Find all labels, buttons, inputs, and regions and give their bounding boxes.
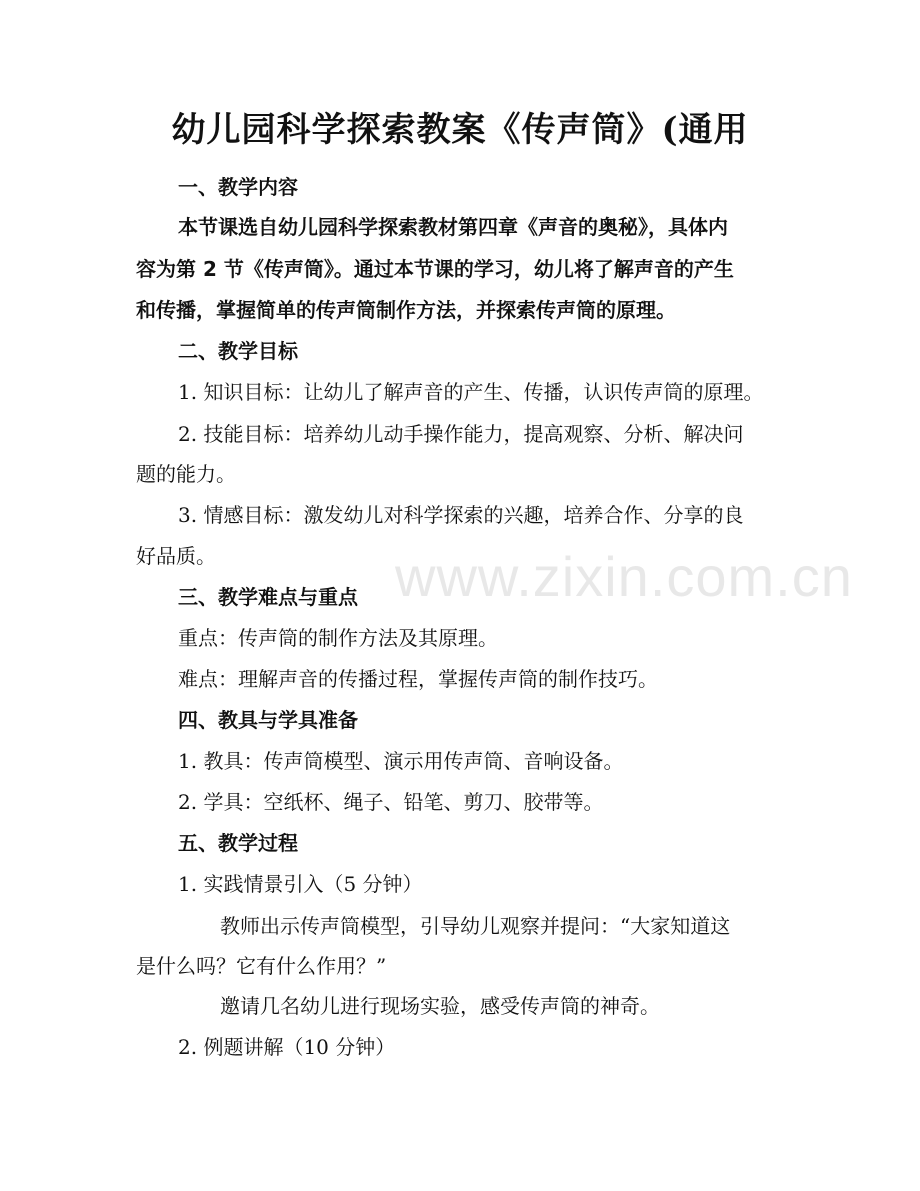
- watermark: www.zixin.com.cn: [395, 545, 853, 608]
- process-step: 1. 实践情景引入（5 分钟）: [178, 872, 423, 896]
- document-title: 幼儿园科学探索教案《传声筒》(通用: [171, 110, 749, 150]
- difficult-point: 难点：理解声音的传播过程，掌握传声筒的制作技巧。: [178, 667, 658, 691]
- section-heading-focus: 三、教学难点与重点: [178, 585, 358, 609]
- section-heading-process: 五、教学过程: [178, 831, 298, 855]
- paragraph-line: 教师出示传声筒模型，引导幼儿观察并提问：“大家知道这: [220, 914, 731, 938]
- section-heading-goals: 二、教学目标: [178, 339, 298, 363]
- paragraph-line: 和传播，掌握简单的传声筒制作方法，并探索传声筒的原理。: [136, 298, 676, 322]
- list-item-continuation: 好品质。: [136, 544, 216, 568]
- list-item: 2. 学具：空纸杯、绳子、铅笔、剪刀、胶带等。: [178, 790, 604, 814]
- paragraph-line: 邀请几名幼儿进行现场实验，感受传声筒的神奇。: [220, 994, 660, 1018]
- paragraph-line: 本节课选自幼儿园科学探索教材第四章《声音的奥秘》，具体内: [178, 215, 728, 239]
- section-heading-materials: 四、教具与学具准备: [178, 708, 358, 732]
- list-item: 2. 技能目标：培养幼儿动手操作能力，提高观察、分析、解决问: [178, 422, 744, 446]
- list-item: 3. 情感目标：激发幼儿对科学探索的兴趣，培养合作、分享的良: [178, 503, 744, 527]
- paragraph-line: 是什么吗？它有什么作用？”: [136, 954, 387, 978]
- key-point: 重点：传声筒的制作方法及其原理。: [178, 626, 498, 650]
- paragraph-line: 容为第 2 节《传声筒》。通过本节课的学习，幼儿将了解声音的产生: [136, 257, 734, 281]
- section-heading-content: 一、教学内容: [178, 175, 298, 199]
- list-item-continuation: 题的能力。: [136, 462, 236, 486]
- process-step: 2. 例题讲解（10 分钟）: [178, 1035, 396, 1059]
- list-item: 1. 知识目标：让幼儿了解声音的产生、传播，认识传声筒的原理。: [178, 380, 764, 404]
- list-item: 1. 教具：传声筒模型、演示用传声筒、音响设备。: [178, 749, 624, 773]
